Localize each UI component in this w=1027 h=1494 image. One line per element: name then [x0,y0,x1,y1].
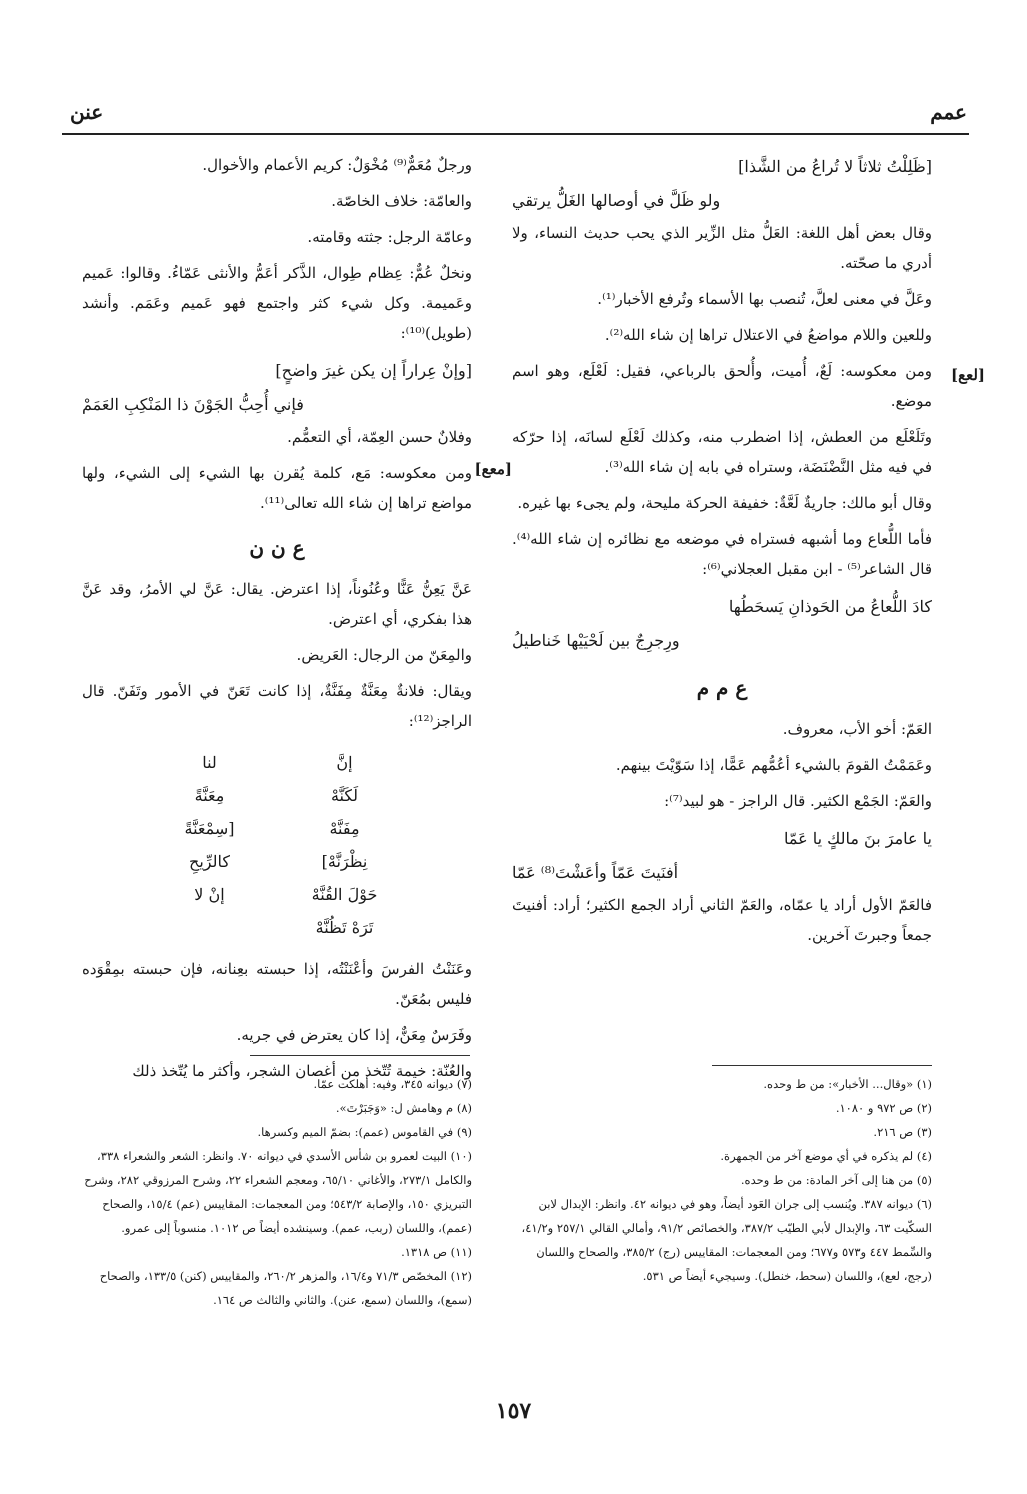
footnote: (٧) ديوانه ٣٤٥، وفيه: أهلكت عمّا. [313,1077,472,1091]
footnote: (١٠) البيت لعمرو بن شأس الأسدي في ديوانه ٧٠. وانظر: الشعر والشعراء ٣٣٨، والكامل ٢٧٣/١، والأغاني ٦٥/١٠، ومعجم الشعراء ٢٢، وشرح المرزوقي ٢٨٢، وشرح التبريزي ١٥٠، والإصابة ٥٤٣/٢؛ ومن المعجمات: المقاييس (عم) ١٥/٤، والصحاح (عمم)، واللسان (ربب، عمم). وسينشده أيضاً ص ١٠١٢. منسوباً إلى عمرو. [84,1149,472,1235]
verse-3 [512,822,932,890]
rajaz-part: نِظْرَنَّهْ] [321,852,368,871]
verse-hemistich: كادَ اللُّعاعُ من الحَوذانِ يَسحَطُها [728,597,932,616]
left-column [82,150,472,1092]
rajaz-part: مِفَنَّهْ [329,819,360,838]
rajaz-part: لنا [202,753,217,772]
paragraph: وعَمَمْتُ القومَ بالشيء أعُمُّهم عَمًّا، إذا سَوّيْتَ بينهم. [615,756,932,774]
verse-hemistich: فإني أُحِبُّ الجَوْنَ ذا المَنْكِبِ العَمَمْ [82,395,304,414]
rajaz-part: إنْ لا [194,885,225,904]
footnote: (٨) م وهامش ل: «وَجَبَرْتَ». [335,1101,472,1115]
paragraph: وفلانٌ حسن العِمّة، أي التعمُّم. [287,428,472,446]
verse-hemistich: أفنَيتَ عَمّاً وأعَشْتَ⁽⁸⁾ عَمّا [512,863,679,882]
verse-hemistich: [ظَلِلْتُ ثلاثاً لا تُراعُ من الشَّذا] [738,157,932,176]
paragraph: فأما اللُّعاع وما أشبهه فستراه في موضعه مع نظائره إن شاء الله⁽⁴⁾. قال الشاعر⁽⁵⁾ - ابن مقبل العجلاني⁽⁶⁾: [512,530,932,578]
running-header-left: عنن [70,100,104,124]
footnote: (٥) من هنا إلى آخر المادة: من ط وحده. [740,1173,932,1187]
rajaz-part: تَرَهْ تَظُنَّهْ [315,918,374,937]
rajaz-verses [162,746,392,944]
verse-hemistich: [وإنْ عِراراً إن يكن غيرَ واضحٍ] [275,361,472,380]
verse-2 [512,590,932,658]
rajaz-part: إنَّ [336,753,353,772]
footnote: (١١) ص ١٣١٨. [401,1245,472,1259]
paragraph: وتَلَعْلَع من العطش، إذا اضطرب منه، وكذلك لَعْلَع لسانَه، إذا حرّكه في فيه مثل النَّضْنَضَة، وستراه في بابه إن شاء الله⁽³⁾. [512,428,932,476]
paragraph: والعُنّة: خيمة تُتّخذ من أغصان الشجر، وأكثر ما يُتّخذ ذلك [132,1062,472,1080]
footnote: (٤) لم يذكره في أي موضع آخر من الجمهرة. [720,1149,932,1163]
rajaz-part: حَوْلَ القُنَّهْ [311,885,378,904]
paragraph: وعامّة الرجل: جثته وقامته. [307,228,472,246]
footnote: (١٢) المخصّص ٧١/٣ و١٦/٤، والمزهر ٢٦٠/٢، والمقاييس (كنن) ١٣٣/٥، والصحاح (سمع)، واللسان (سمع، عنن). والثاني والثالث ص ١٦٤. [99,1269,472,1307]
paragraph: ومن معكوسه: مَع، كلمة يُقرن بها الشيء إلى الشيء، ولها مواضع تراها إن شاء الله تعالى⁽¹¹⁾. [82,464,472,512]
footnotes-left [82,1072,472,1312]
root-heading-amm: ع م م [696,676,748,700]
paragraph: وقال بعض أهل اللغة: العَلُّ مثل الزِّير الذي يحب حديث النساء، ولا أدري ما صحّته. [512,224,932,272]
right-column [512,150,932,956]
paragraph: والعَمّ: الجَمْع الكثير. قال الراجز - هو لبيد⁽⁷⁾: [664,792,932,810]
paragraph: العَمّ: أخو الأب، معروف. [782,720,932,738]
paragraph: وفَرَسٌ مِعَنٌّ، إذا كان يعترض في جريه. [236,1026,472,1044]
footnote: (١) «وقال... الأخبار»: من ط وحده. [763,1077,932,1091]
verse-hemistich: ولو ظَلَّ في أوصالها الغَلُّ يرتقي [512,191,721,210]
verse-1 [512,150,932,218]
header-rule [62,133,969,135]
verse-hemistich: يا عامرَ بنَ مالكٍ يا عَمّا [783,829,932,848]
footnote: (٢) ص ٩٧٢ و ١٠٨٠. [835,1101,932,1115]
paragraph: وعَنَنْتُ الفرسَ وأعْنَنْتُه، إذا حبسته بعِنانه، فإن حبسته بمِقْوَده فليس بمُعَنّ. [82,960,472,1008]
verse-1 [82,354,472,422]
paragraph: والعامّة: خلاف الخاصّة. [331,192,472,210]
footnote-rule-left [250,1055,470,1056]
rajaz-part: كالرِّيحِ [189,852,230,871]
root-heading-ann: ع ن ن [249,536,305,560]
paragraph: ومن معكوسه: لَعٌ، أُميت، وأُلحق بالرباعي، فقيل: لَعْلَع، وهو اسم موضع. [512,362,932,410]
paragraph: ونخلٌ عُمٌّ: عِظام طِوال، الذَّكر أعَمُّ والأنثى عَمّاءُ. وقالوا: عَميم وعَميمة. وكل شيء كثر واجتمع فهو عَميم وعَمَم. وأنشد (طويل)⁽¹⁰⁾: [82,264,472,342]
paragraph: ويقال: فلانةٌ مِعَنَّةٌ مِفَنَّةٌ، إذا كانت تَعَنّ في الأمور وتَفَنّ. قال الراجز⁽¹²⁾: [82,682,472,730]
rajaz-part: لَكَنَّهْ [330,786,359,805]
footnote: (٦) ديوانه ٣٨٧. ويُنسب إلى جران العَود أيضاً، وهو في ديوانه ٤٢. وانظر: الإبدال لابن السكّيت ٦٣، والإبدال لأبي الطيّب ٣٨٧/٢، والخصائص ٩١/٢، وأمالي القالي ٢٥٧/١ و٤١/٢، والسِّمط ٤٤٧ و٥٧٣ و٦٧٧؛ ومن المعجمات: المقاييس (رج) ٣٨٥/٢، والصحاح واللسان (رجج، لعع)، واللسان (سحط، خنطل). وسيجيء أيضاً ص ٥٣١. [521,1197,932,1283]
rajaz-part: [سِمْعَنَّةً [184,819,235,838]
footnote-rule-right [712,1065,932,1066]
footnote: (٩) في القاموس (عمم): بضمّ الميم وكسرها. [257,1125,472,1139]
footnote: (٣) ص ٢١٦. [873,1125,932,1139]
paragraph: ورجلٌ مُعَمٌّ⁽⁹⁾ مُخْوَلٌ: كريم الأعمام والأخوال. [202,156,472,174]
paragraph: عَنَّ يَعِنُّ عَنًّا وعُنُوناً، إذا اعترض. يقال: عَنَّ لي الأمرُ، وقد عَنَّ هذا بفكري، أي اعترض. [82,580,472,628]
paragraph: والمِعَنّ من الرجال: العَريض. [296,646,472,664]
paragraph: وللعين واللام مواضعُ في الاعتلال تراها إن شاء الله⁽²⁾. [604,326,932,344]
page-number: ١٥٧ [495,1398,532,1424]
paragraph: وقال أبو مالك: جاريةٌ لَعَّةٌ: خفيفة الحركة مليحة، ولم يجىء بها غيره. [517,494,932,512]
running-header-right: عمم [930,100,967,124]
margin-note-lam: [لعع] [951,366,985,384]
verse-hemistich: ورِجرِجٌ بين لَحْيَيْها خَناطيلُ [512,631,680,650]
paragraph: وعَلَّ في معنى لعلَّ، تُنصب بها الأسماء وتُرفع الأخبار⁽¹⁾. [597,290,932,308]
footnotes-right [512,1072,932,1288]
paragraph: فالعَمّ الأول أراد يا عمّاه، والعَمّ الثاني أراد الجمع الكثير؛ أراد: أفنيتَ جمعاً وجبرتَ آخرين. [512,896,932,944]
rajaz-part: مِعَنَّةً [194,786,225,805]
margin-note-mam: [معع] [474,460,512,478]
